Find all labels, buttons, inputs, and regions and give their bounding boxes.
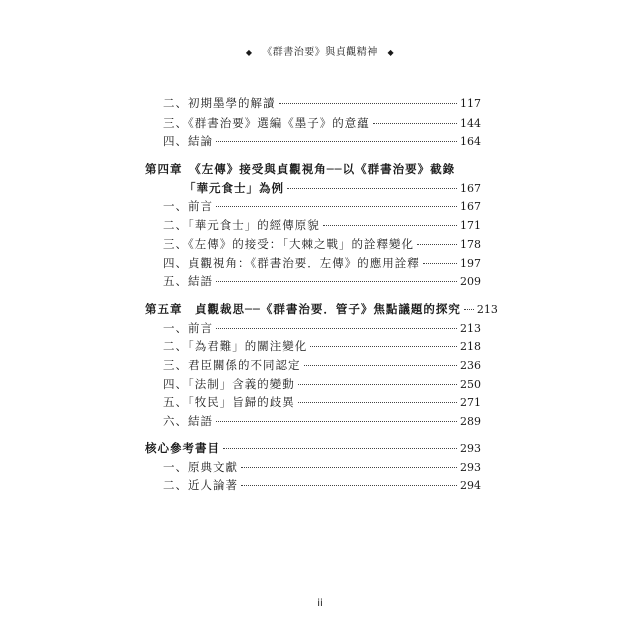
toc-entry-label: 一、前言 (163, 321, 213, 335)
leader-dots (279, 103, 458, 104)
toc-entry (163, 321, 481, 336)
leader-dots (298, 384, 457, 385)
leader-dots (287, 188, 457, 189)
toc-entry (163, 377, 481, 392)
toc-entry (163, 134, 481, 149)
toc-entry-label: 五、「牧民」旨歸的歧異 (163, 395, 295, 409)
toc-page-number: 271 (460, 396, 481, 409)
toc-page-number: 164 (460, 135, 481, 148)
toc-page-number: 294 (460, 479, 481, 492)
page-number: ii (317, 598, 323, 609)
toc-entry-label: 四、貞觀視角：《群書治要．左傳》的應用詮釋 (163, 256, 420, 270)
diamond-right-icon: ◆ (387, 48, 395, 57)
toc-entry (163, 218, 481, 233)
toc-entry-label: 四、結論 (163, 134, 213, 148)
toc-page-number: 197 (460, 257, 481, 270)
toc-page-number: 167 (460, 200, 481, 213)
leader-dots (417, 244, 457, 245)
toc-entry (163, 96, 481, 111)
toc-entry (163, 199, 481, 214)
leader-dots (241, 467, 457, 468)
leader-dots (216, 206, 457, 207)
toc-page-number: 178 (460, 238, 481, 251)
toc-entry (163, 414, 481, 429)
toc-entry-label: 三、君臣關係的不同認定 (163, 358, 301, 372)
toc-entry-label: 一、原典文獻 (163, 460, 238, 474)
running-head-title: 《群書治要》與貞觀精神 (262, 47, 378, 58)
toc-entry-label: 二、初期墨學的解讀 (163, 96, 276, 110)
toc-page-number: 293 (460, 461, 481, 474)
diamond-left-icon: ◆ (245, 48, 253, 57)
toc-page-number: 167 (460, 182, 481, 195)
chapter-heading (145, 302, 498, 317)
toc-page-number: 117 (460, 97, 481, 110)
toc-page-number: 209 (460, 275, 481, 288)
toc-page-number: 289 (460, 415, 481, 428)
toc-entry (163, 460, 481, 475)
toc-page-number: 213 (476, 303, 498, 316)
chapter-title: 第四章 《左傳》接受與貞觀視角──以《群書治要》截錄 (145, 162, 456, 176)
toc-page-number: 293 (460, 442, 481, 455)
leader-dots (464, 309, 474, 310)
leader-dots (323, 225, 457, 226)
toc-page-number: 171 (460, 219, 481, 232)
leader-dots (241, 485, 457, 486)
leader-dots (216, 281, 457, 282)
toc-entry-label: 一、前言 (163, 199, 213, 213)
leader-dots (304, 365, 458, 366)
leader-dots (223, 448, 457, 449)
leader-dots (216, 141, 457, 142)
chapter-title: 核心參考書目 (145, 441, 220, 455)
toc-entry-label: 五、結語 (163, 274, 213, 288)
chapter-title: 「華元食士」為例 (184, 181, 284, 195)
toc-entry-label: 二、「華元食士」的經傳原貌 (163, 218, 320, 232)
leader-dots (298, 402, 457, 403)
toc-entry (163, 274, 481, 289)
leader-dots (310, 346, 457, 347)
toc-entry (163, 478, 481, 493)
bibliography-heading (145, 441, 481, 456)
toc-entry-label: 四、「法制」含義的變動 (163, 377, 295, 391)
toc-entry-label: 三、《左傳》的接受：「大棘之戰」的詮釋變化 (163, 237, 414, 251)
toc-page-number: 213 (460, 322, 481, 335)
toc-entry (163, 237, 481, 252)
toc-entry-label: 二、近人論著 (163, 478, 238, 492)
toc-page-number: 144 (460, 117, 481, 130)
toc-entry (163, 116, 481, 131)
toc-entry (163, 358, 481, 373)
toc-entry (163, 395, 481, 410)
toc-entry-label: 三、《群書治要》選編《墨子》的意蘊 (163, 116, 370, 130)
toc-entry (163, 339, 481, 354)
leader-dots (216, 328, 457, 329)
toc-entry-label: 二、「為君難」的關注變化 (163, 339, 308, 353)
chapter-title: 第五章 貞觀裁思──《群書治要．管子》焦點議題的探究 (145, 302, 461, 316)
leader-dots (216, 421, 457, 422)
toc-entry-label: 六、結語 (163, 414, 213, 428)
toc-page-number: 236 (460, 359, 481, 372)
toc-page-number: 250 (460, 378, 481, 391)
toc-entry (163, 256, 481, 271)
leader-dots (373, 123, 457, 124)
leader-dots (423, 263, 457, 264)
chapter-heading (145, 162, 481, 176)
toc-page-number: 218 (460, 340, 481, 353)
chapter-heading-continued (184, 181, 481, 196)
